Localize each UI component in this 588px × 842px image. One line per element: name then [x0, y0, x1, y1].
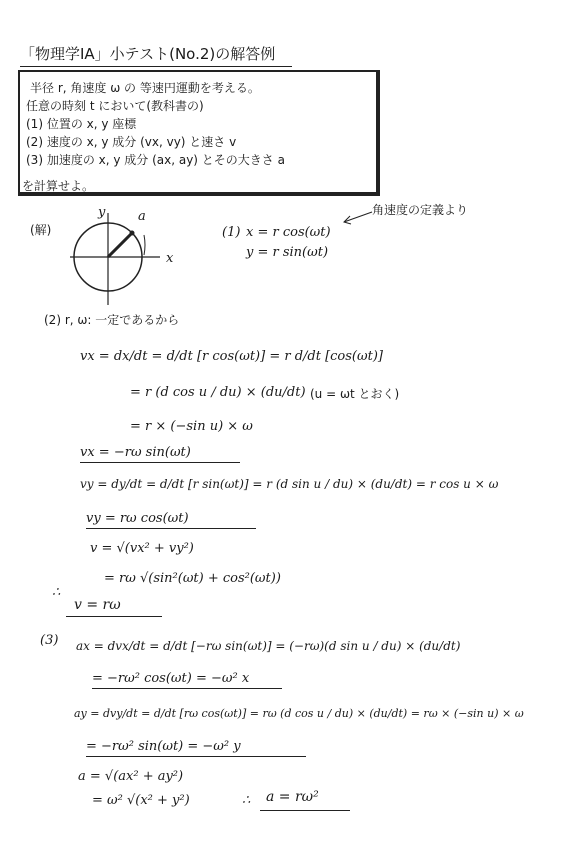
part2-therefore: ∴ [52, 585, 61, 600]
part3-therefore: ∴ [242, 793, 251, 808]
title-underline [20, 66, 292, 67]
diagram-a-label: a [138, 209, 146, 224]
a-result-underline [260, 810, 350, 811]
part2-vy-line: vy = dy/dt = d/dt [r sin(ωt)] = r (d sin u / du) × (du/dt) = r cos u × ω [80, 477, 499, 491]
diagram-y-label: y [98, 205, 106, 220]
side-note-arrow [340, 208, 374, 226]
part3-ay-result: = −rω² sin(ωt) = −ω² y [86, 739, 241, 754]
part2-v-calc: = rω √(sin²(ωt) + cos²(ωt)) [104, 571, 281, 586]
part2-v-def: v = √(vx² + vy²) [90, 541, 194, 556]
part1-label: (1) [222, 225, 241, 240]
answer-label: (解) [30, 223, 52, 237]
part2-chain: = r (d cos u / du) × (du/dt) [130, 385, 306, 400]
problem-line-5: (3) 加速度の x, y 成分 (ax, ay) とその大きさ a [26, 153, 285, 167]
part2-vy-result: vy = rω cos(ωt) [86, 511, 189, 526]
problem-line-3: (1) 位置の x, y 座標 [26, 117, 137, 131]
part2-step: = r × (−sin u) × ω [130, 419, 253, 434]
vx-result-underline [80, 462, 240, 463]
problem-line-6: を計算せよ。 [22, 179, 95, 193]
part3-a-calc: = ω² √(x² + y²) [92, 793, 190, 808]
part2-vx-result: vx = −rω sin(ωt) [80, 445, 191, 460]
ay-result-underline [86, 756, 306, 757]
part2-vx-def: vx = dx/dt = d/dt [r cos(ωt)] = r d/dt [cos(ωt)] [80, 349, 383, 364]
part2-v-result: v = rω [74, 597, 121, 613]
page-title: 「物理学IA」小テスト(No.2)の解答例 [20, 45, 276, 63]
side-note: 角速度の定義より [372, 203, 469, 217]
part1-x-eq: x = r cos(ωt) [246, 225, 331, 240]
problem-line-4: (2) 速度の x, y 成分 (vx, vy) と速さ v [26, 135, 237, 149]
radius-vector [108, 233, 132, 257]
diagram-x-label: x [166, 251, 174, 266]
particle-dot [130, 231, 135, 236]
part2-substitution: (u = ωt とおく) [310, 387, 400, 401]
problem-line-2: 任意の時刻 t において(教科書の) [26, 99, 204, 113]
problem-line-1: 半径 r, 角速度 ω の 等速円運動を考える。 [30, 81, 260, 95]
part3-a-def: a = √(ax² + ay²) [78, 769, 184, 784]
part3-label: (3) [40, 633, 59, 648]
ax-result-underline [92, 688, 282, 689]
part3-ax-line: ax = dvx/dt = d/dt [−rω sin(ωt)] = (−rω)(d sin u / du) × (du/dt) [76, 639, 461, 653]
vy-result-underline [86, 528, 256, 529]
part3-ax-result: = −rω² cos(ωt) = −ω² x [92, 671, 250, 686]
circle-diagram [60, 205, 170, 315]
part3-ay-line: ay = dvy/dt = d/dt [rω cos(ωt)] = rω (d cos u / du) × (du/dt) = rω × (−sin u) × ω [74, 707, 524, 720]
v-result-underline [66, 616, 162, 617]
part3-a-result: a = rω² [266, 789, 319, 805]
part2-header: (2) r, ω: 一定であるから [44, 313, 180, 327]
rotation-arrow [144, 235, 145, 255]
part1-y-eq: y = r sin(ωt) [246, 245, 329, 260]
